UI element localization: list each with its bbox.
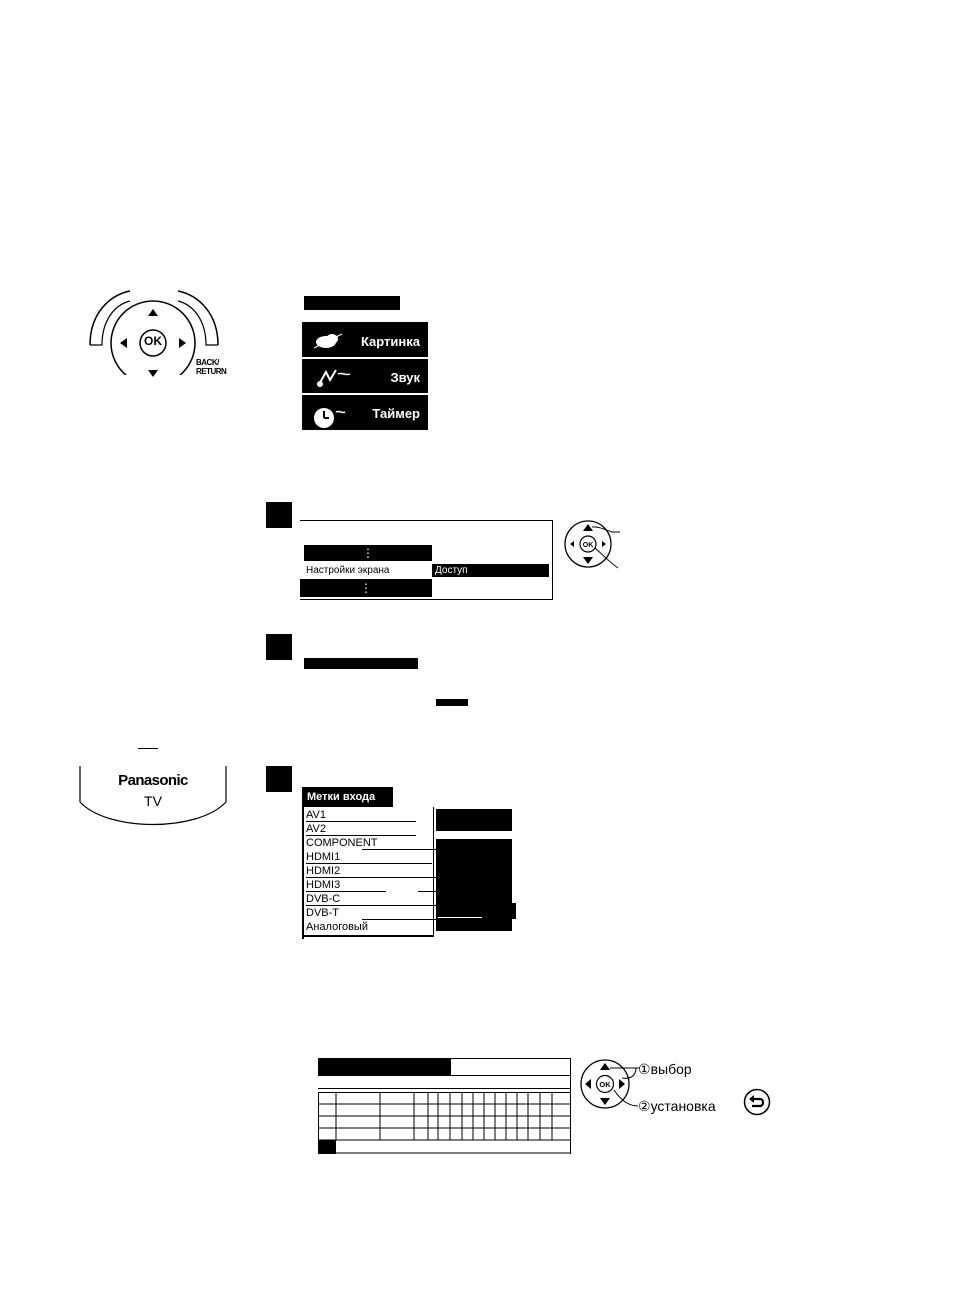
main-menu bbox=[302, 322, 428, 430]
label-value-block bbox=[436, 809, 512, 831]
label-value-block bbox=[436, 839, 512, 903]
input-row-component[interactable] bbox=[306, 836, 426, 850]
menu-item-label: Картинка bbox=[360, 334, 420, 349]
legend-label: выбор bbox=[650, 1061, 692, 1077]
return-label: RETURN bbox=[196, 367, 227, 376]
menu-item-picture[interactable] bbox=[302, 326, 428, 356]
input-row-hdmi1[interactable] bbox=[306, 850, 426, 864]
input-row-av2[interactable] bbox=[306, 822, 426, 836]
svg-text:OK: OK bbox=[582, 542, 594, 549]
step-marker-1 bbox=[266, 502, 292, 528]
remote-ok-button[interactable]: OK bbox=[144, 334, 162, 348]
bottom-border bbox=[302, 935, 434, 937]
legend-number: ① bbox=[638, 1061, 651, 1077]
timer-icon bbox=[312, 402, 346, 430]
back-label: BACK/ bbox=[196, 358, 219, 367]
input-row-label: Аналоговый bbox=[306, 921, 368, 933]
input-row-label: DVB-C bbox=[306, 893, 341, 905]
step-marker-3 bbox=[266, 766, 292, 792]
brand-tv: TV bbox=[144, 793, 162, 809]
label-value-block bbox=[436, 919, 512, 931]
input-row-label: HDMI1 bbox=[306, 851, 341, 863]
menu-item-screen-settings[interactable]: Настройки экрана bbox=[306, 565, 390, 576]
back-return-label bbox=[196, 358, 226, 376]
return-icon[interactable] bbox=[743, 1088, 771, 1116]
legend-set bbox=[638, 1098, 716, 1115]
menu-item-access-value[interactable]: Доступ bbox=[432, 564, 549, 577]
svg-text:OK: OK bbox=[599, 1080, 611, 1089]
input-row-hdmi3[interactable] bbox=[306, 878, 426, 892]
screen-settings-menu bbox=[300, 520, 553, 600]
input-row-label: AV1 bbox=[306, 809, 326, 821]
name-field bbox=[318, 1058, 451, 1075]
redacted-heading bbox=[304, 296, 400, 310]
input-row-label: DVB-T bbox=[306, 907, 339, 919]
input-row-analog[interactable] bbox=[306, 920, 426, 934]
input-row-dvb-c[interactable] bbox=[306, 892, 426, 906]
legend-label: установка bbox=[650, 1098, 716, 1114]
input-row-label: HDMI2 bbox=[306, 865, 341, 877]
input-row-label: AV2 bbox=[306, 823, 326, 835]
input-row-label: HDMI3 bbox=[306, 879, 341, 891]
step-marker-2 bbox=[266, 634, 292, 660]
menu-item-sound[interactable] bbox=[302, 362, 428, 392]
redacted-text bbox=[436, 699, 468, 706]
brand-logo: Panasonic bbox=[118, 772, 188, 789]
menu-item-timer[interactable] bbox=[302, 398, 428, 428]
redacted-text bbox=[304, 658, 418, 669]
char-grid[interactable] bbox=[318, 1092, 571, 1154]
right-divider bbox=[433, 807, 434, 937]
input-labels-title: Метки входа bbox=[302, 787, 393, 807]
menu-row-dark-top: ⋮ bbox=[304, 545, 432, 561]
nav-pad-small bbox=[562, 518, 632, 574]
input-row-dvb-t[interactable] bbox=[306, 906, 426, 920]
menu-item-label: Звук bbox=[390, 370, 420, 385]
legend-number: ② bbox=[638, 1098, 651, 1114]
input-row-hdmi2[interactable] bbox=[306, 864, 426, 878]
sound-icon bbox=[312, 366, 352, 390]
menu-item-label: Таймер bbox=[372, 406, 420, 421]
input-row-label: COMPONENT bbox=[306, 837, 378, 849]
input-labels-panel bbox=[302, 787, 517, 939]
input-row-av1[interactable] bbox=[306, 808, 426, 822]
menu-row-dark-bottom: ⋮ bbox=[300, 579, 432, 597]
left-border bbox=[302, 807, 304, 939]
picture-icon bbox=[312, 330, 346, 352]
remote-bottom-line bbox=[138, 748, 158, 749]
char-entry-panel bbox=[318, 1058, 571, 1156]
legend-select bbox=[638, 1061, 692, 1078]
